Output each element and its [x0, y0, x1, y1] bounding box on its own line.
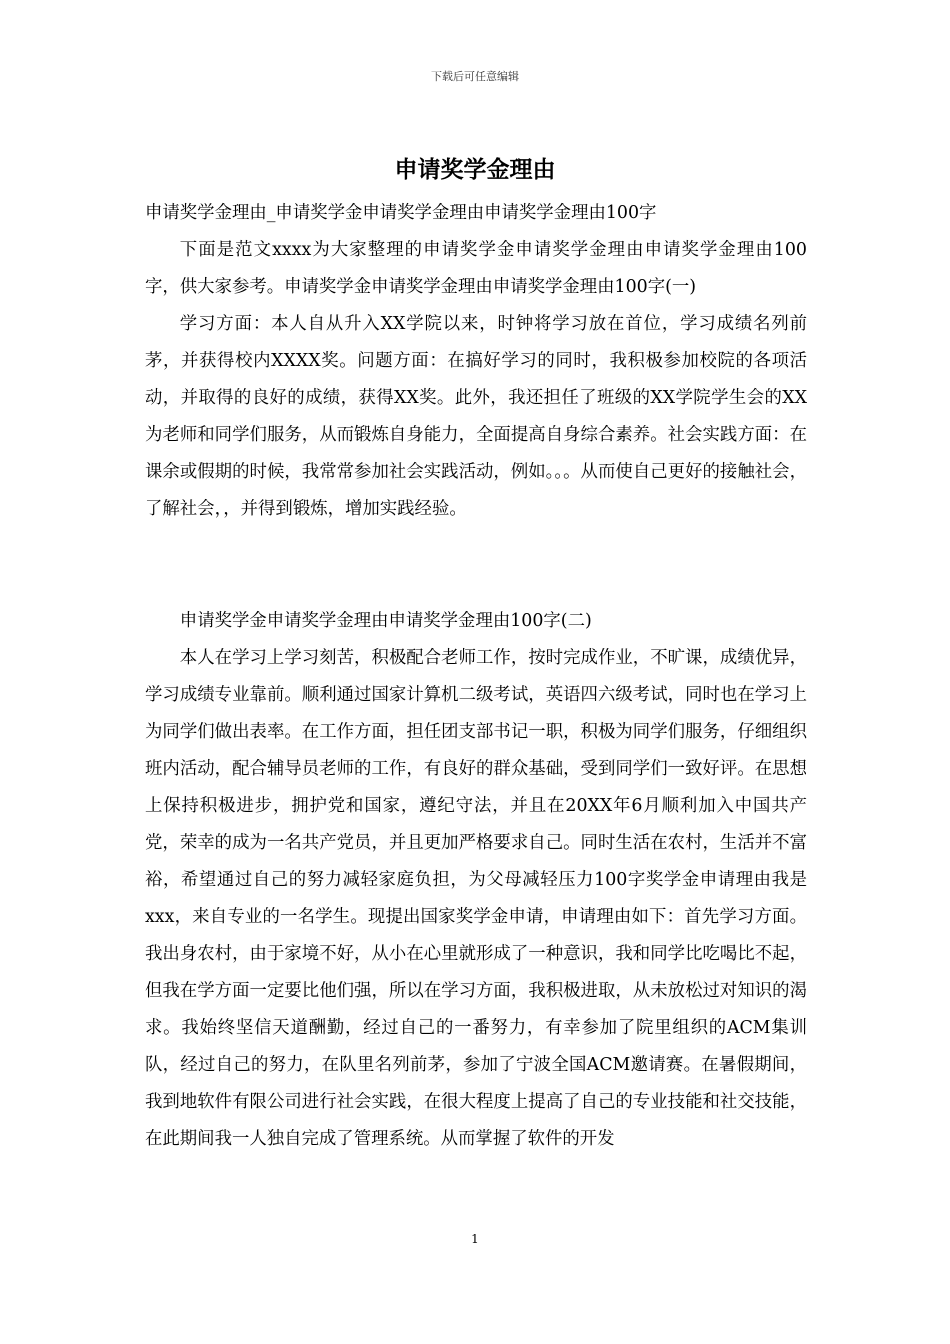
page-number: 1	[471, 1232, 479, 1246]
document-subtitle: 申请奖学金理由_申请奖学金申请奖学金理由申请奖学金理由100字	[145, 203, 657, 223]
header-note: 下载后可任意编辑	[431, 70, 519, 83]
section-two	[145, 603, 807, 1158]
intro-paragraph: 下面是范文xxxx为大家整理的申请奖学金申请奖学金理由申请奖学金理由100字，供大家参考。申请奖学金申请奖学金理由申请奖学金理由100字(一)	[145, 240, 807, 297]
body-paragraph: 本人在学习上学习刻苦，积极配合老师工作，按时完成作业，不旷课，成绩优异，学习成绩专业靠前。顺利通过国家计算机二级考试，英语四六级考试，同时也在学习上为同学们做出表率。在工作方面，担任团支部书记一职，积极为同学们服务，仔细组织班内活动，配合辅导员老师的工作，有良好的群众基础，受到同学们一致好评。在思想上保持积极进步，拥护党和国家，遵纪守法，并且在20XX年6月顺利加入中国共产党，荣幸的成为一名共产党员，并且更加严格要求自己。同时生活在农村，生活并不富裕，希望通过自己的努力减轻家庭负担，为父母减轻压力100字奖学金申请理由我是xxx，来自专业的一名学生。现提出国家奖学金申请，申请理由如下：首先学习方面。我出身农村，由于家境不好，从小在心里就形成了一种意识，我和同学比吃喝比不起，但我在学方面一定要比他们强，所以在学习方面，我积极进取，从未放松过对知识的渴求。我始终坚信天道酬勤，经过自己的一番努力，有幸参加了院里组织的ACM集训队，经过自己的努力，在队里名列前茅，参加了宁波全国ACM邀请赛。在暑假期间，我到地软件有限公司进行社会实践，在很大程度上提高了自己的专业技能和社交技能，在此期间我一人独自完成了管理系统。从而掌握了软件的开发	[145, 648, 807, 1149]
page-title: 申请奖学金理由	[394, 157, 556, 183]
section-heading: 申请奖学金申请奖学金理由申请奖学金理由100字(二)	[179, 611, 592, 631]
body-paragraph: 学习方面：本人自从升入XX学院以来，时钟将学习放在首位，学习成绩名列前茅，并获得校内XXXX奖。问题方面：在搞好学习的同时，我积极参加校院的各项活动，并取得的良好的成绩，获得XX奖。此外，我还担任了班级的XX学院学生会的XX为老师和同学们服务，从而锻炼自身能力，全面提高自身综合素养。社会实践方面：在课余或假期的时候，我常常参加社会实践活动，例如。。。从而使自己更好的接触社会，了解社会，，并得到锻炼，增加实践经验。	[145, 314, 807, 519]
section-one	[145, 232, 807, 528]
